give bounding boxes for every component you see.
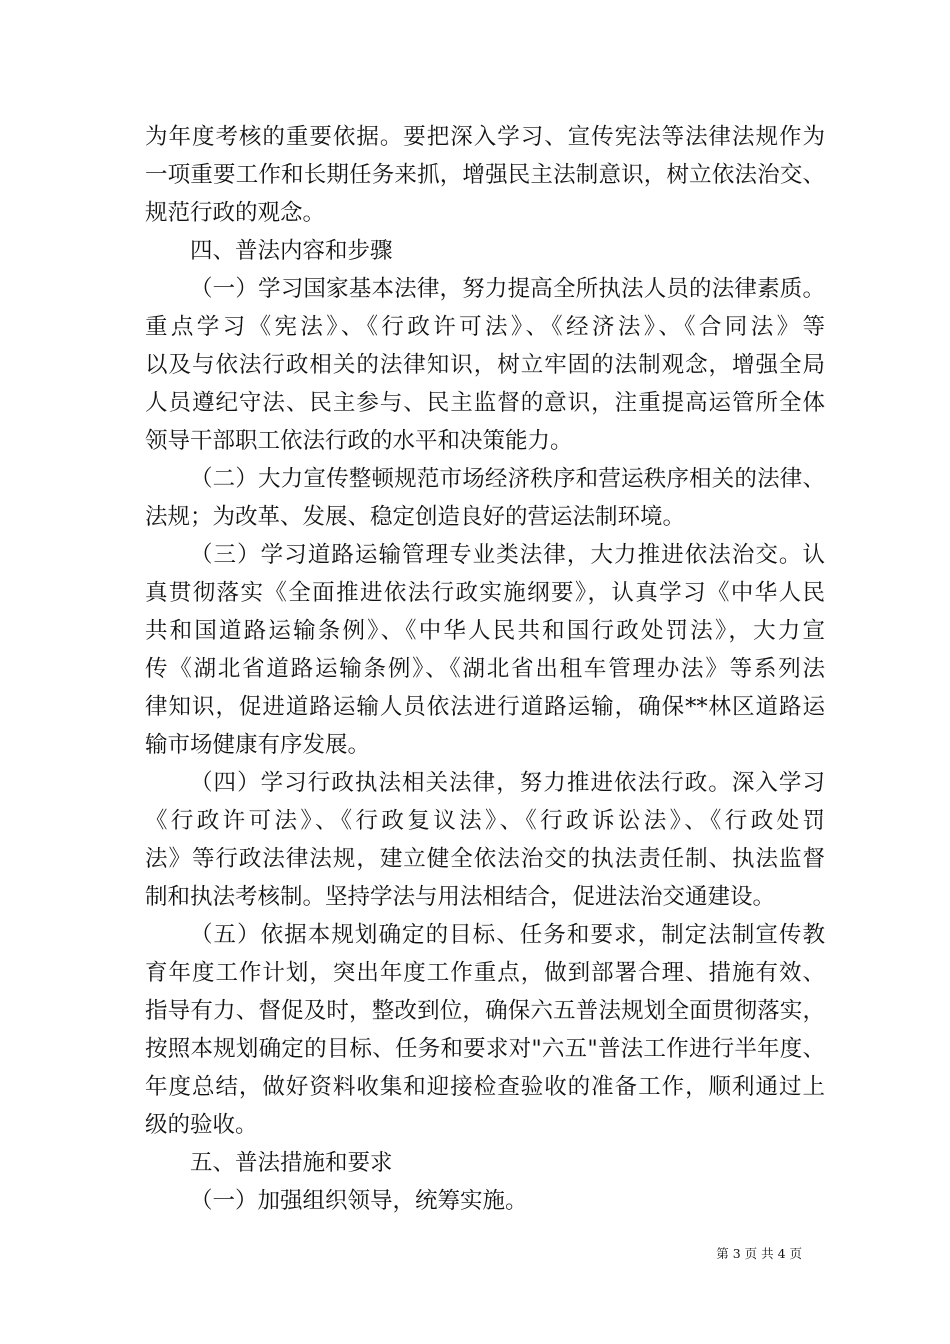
paragraph-line: 指导有力、督促及时，整改到位，确保六五普法规划全面贯彻落实，: [145, 998, 825, 1024]
paragraph-line: 律知识，促进道路运输人员依法进行道路运输，确保**林区道路运: [145, 694, 825, 720]
paragraph-line: 为年度考核的重要依据。要把深入学习、宣传宪法等法律法规作为: [145, 124, 825, 150]
paragraph-line: 一项重要工作和长期任务来抓，增强民主法制意识，树立依法治交、: [145, 162, 825, 188]
paragraph-line: 年度总结，做好资料收集和迎接检查验收的准备工作，顺利通过上: [145, 1074, 825, 1100]
page-number-footer: 第 3 页 共 4 页: [716, 1246, 802, 1261]
paragraph-line: 《行政许可法》、《行政复议法》、《行政诉讼法》、《行政处罚: [145, 808, 825, 834]
paragraph-line: 领导干部职工依法行政的水平和决策能力。: [145, 428, 573, 454]
paragraph-line: （四）学习行政执法相关法律，努力推进依法行政。深入学习: [190, 770, 825, 796]
paragraph-line: 真贯彻落实《全面推进依法行政实施纲要》，认真学习《中华人民: [145, 580, 825, 606]
paragraph-line: （一）学习国家基本法律，努力提高全所执法人员的法律素质。: [190, 276, 825, 302]
paragraph-line: 人员遵纪守法、民主参与、民主监督的意识，注重提高运管所全体: [145, 390, 825, 416]
paragraph-line: （五）依据本规划确定的目标、任务和要求，制定法制宣传教: [190, 922, 825, 948]
paragraph-line: 制和执法考核制。坚持学法与用法相结合，促进法治交通建设。: [145, 884, 776, 910]
section-heading: 五、普法措施和要求: [190, 1150, 393, 1176]
section-heading: 四、普法内容和步骤: [190, 238, 393, 264]
paragraph-line: 重点学习《宪法》、《行政许可法》、《经济法》、《合同法》等: [145, 314, 825, 340]
paragraph-line: 按照本规划确定的目标、任务和要求对"六五"普法工作进行半年度、: [145, 1036, 825, 1062]
paragraph-line: 级的验收。: [145, 1112, 258, 1138]
paragraph-line: 法》等行政法律法规，建立健全依法治交的执法责任制、执法监督: [145, 846, 825, 872]
paragraph-line: 规范行政的观念。: [145, 200, 326, 226]
paragraph-line: 法规；为改革、发展、稳定创造良好的营运法制环境。: [145, 504, 686, 530]
paragraph-line: 输市场健康有序发展。: [145, 732, 371, 758]
paragraph-line: （一）加强组织领导，统筹实施。: [190, 1188, 528, 1214]
paragraph-line: 传《湖北省道路运输条例》、《湖北省出租车管理办法》等系列法: [145, 656, 825, 682]
paragraph-line: 育年度工作计划，突出年度工作重点，做到部署合理、措施有效、: [145, 960, 825, 986]
paragraph-line: 以及与依法行政相关的法律知识，树立牢固的法制观念，增强全局: [145, 352, 825, 378]
paragraph-line: 共和国道路运输条例》、《中华人民共和国行政处罚法》，大力宣: [145, 618, 825, 644]
paragraph-line: （三）学习道路运输管理专业类法律，大力推进依法治交。认: [190, 542, 825, 568]
paragraph-line: （二）大力宣传整顿规范市场经济秩序和营运秩序相关的法律、: [190, 466, 825, 492]
